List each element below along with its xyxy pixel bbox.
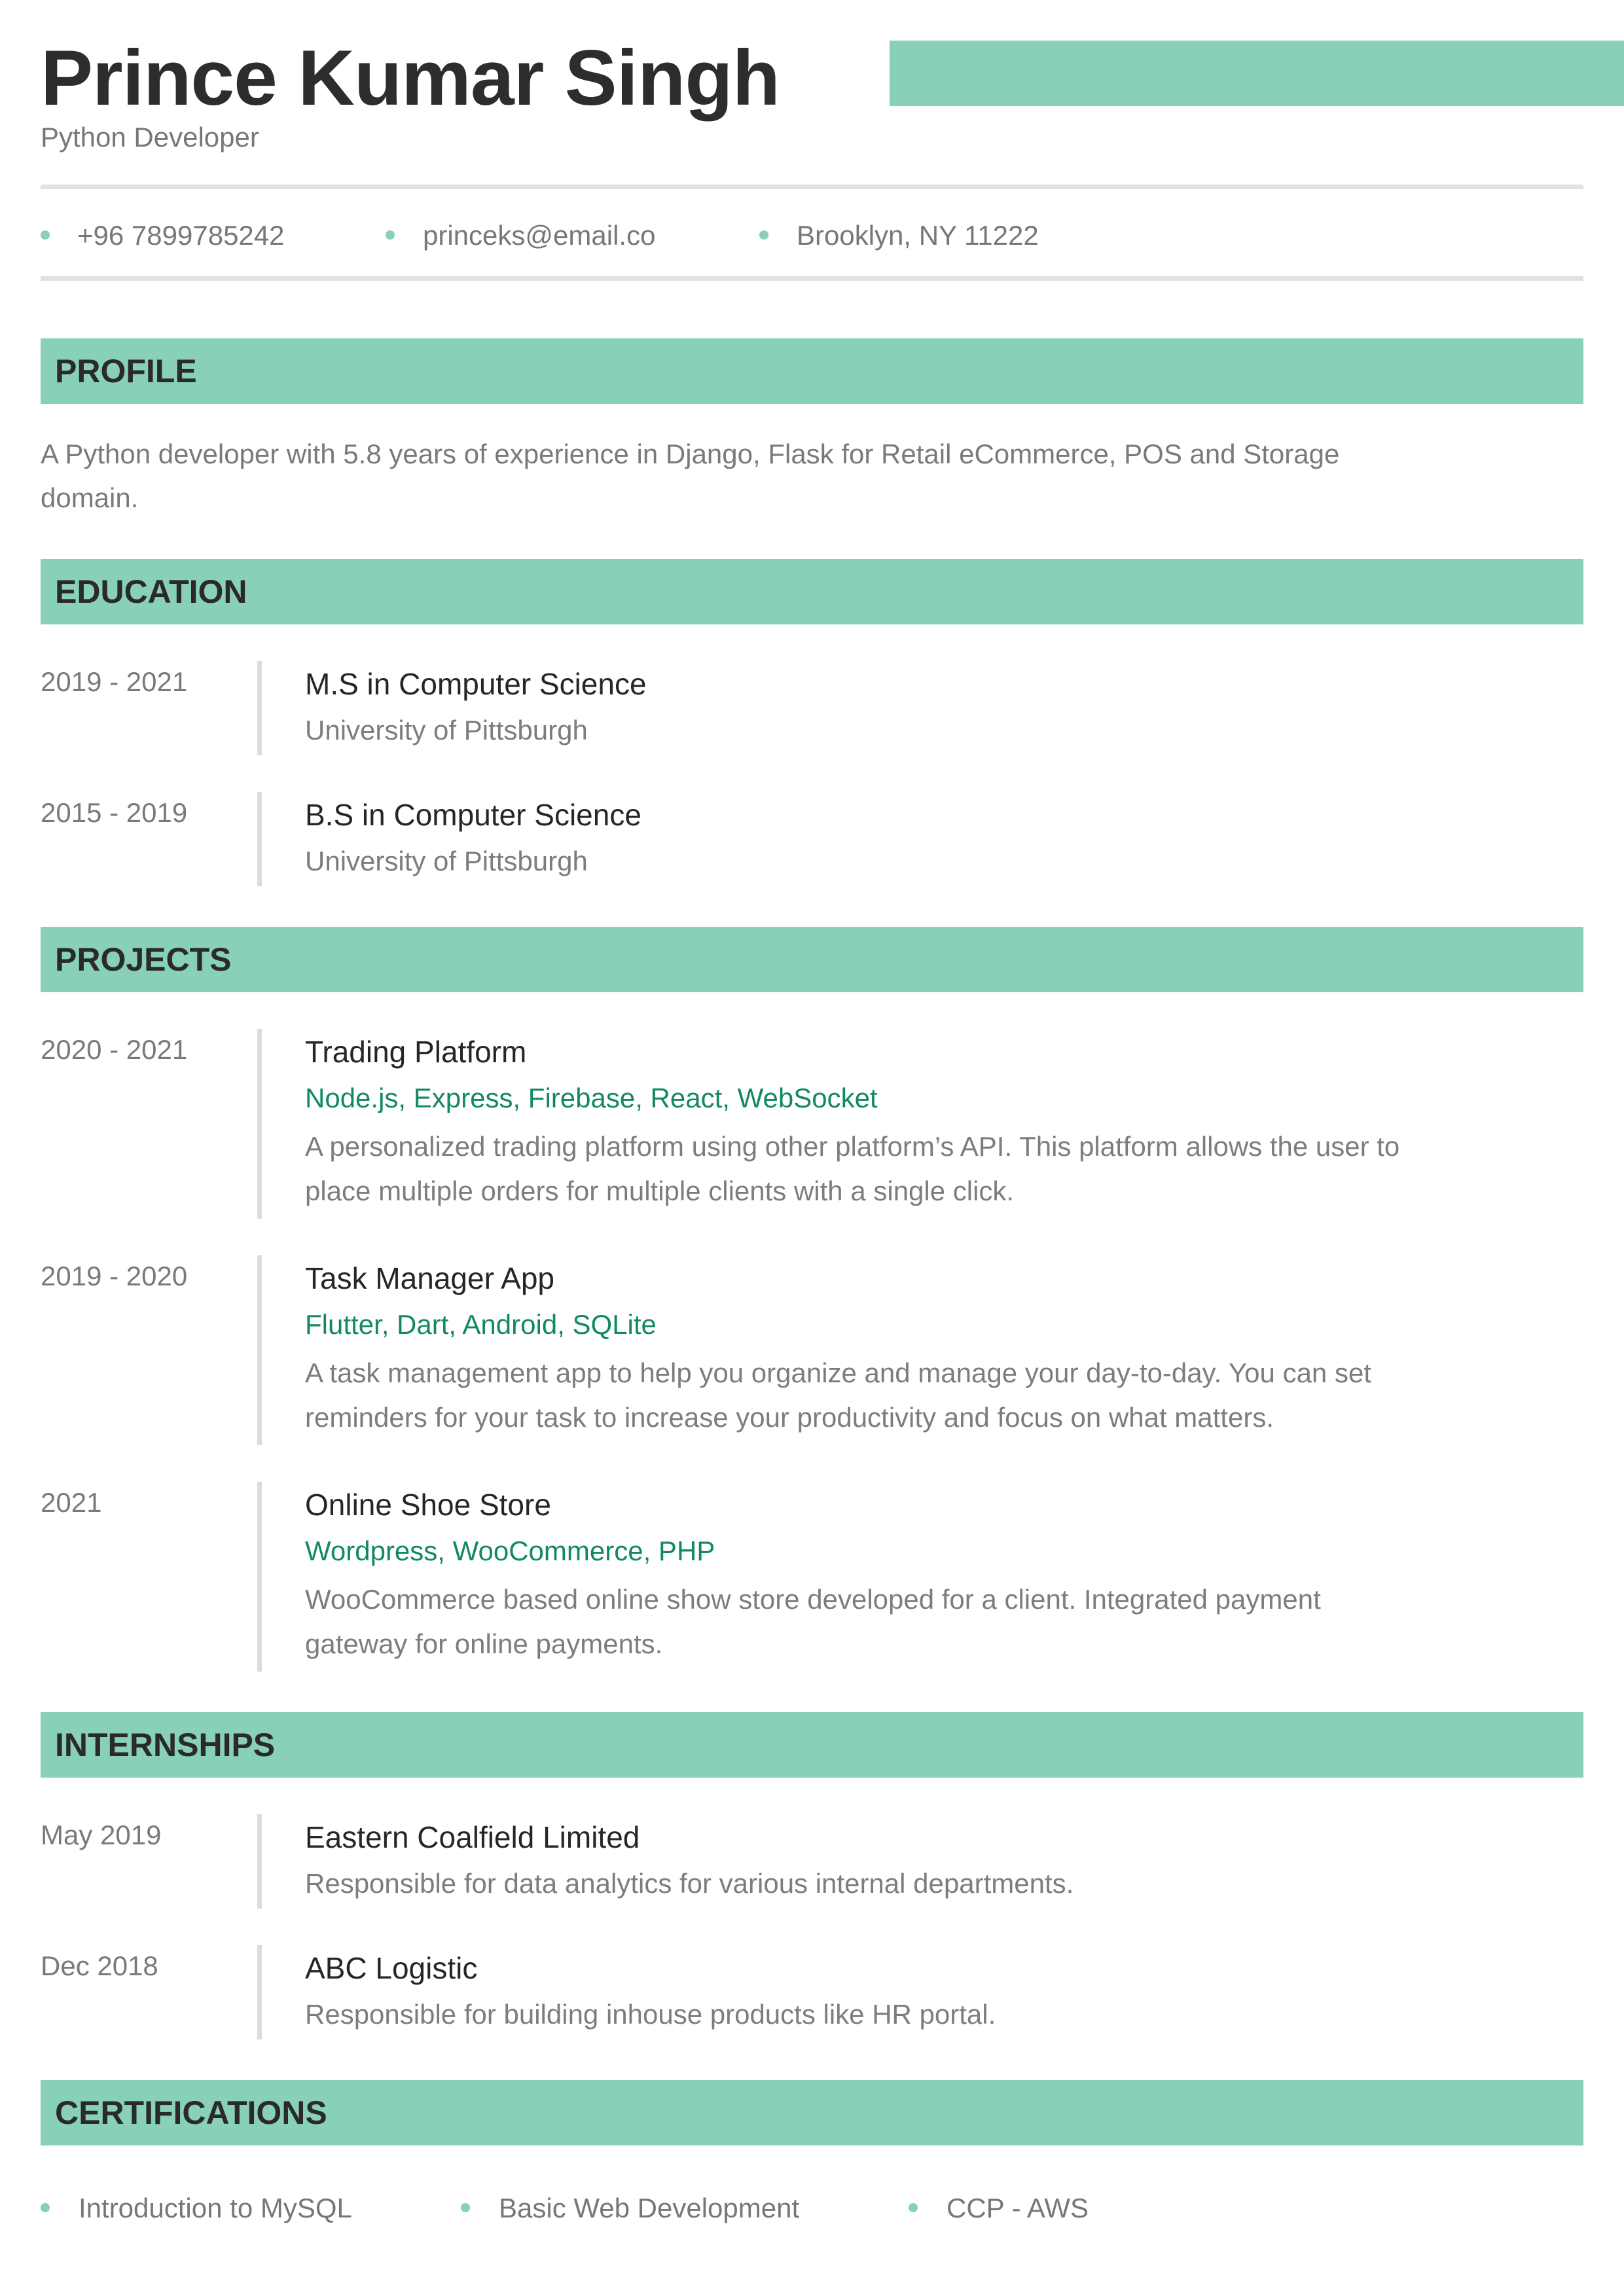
project-title: Task Manager App [305,1261,555,1295]
internship-description: Responsible for data analytics for various internal departments. [305,1868,1074,1899]
school-name: University of Pittsburgh [305,846,588,876]
project-tech-stack: Node.js, Express, Firebase, React, WebSocket [305,1083,878,1113]
contact-address: Brooklyn, NY 11222 [797,220,1039,251]
company-name: Eastern Coalfield Limited [305,1820,640,1854]
project-description: A personalized trading platform using other platform’s API. This platform allows the user to place multiple orders for multiple clients with a single click. [305,1131,1400,1206]
project-title: Online Shoe Store [305,1488,551,1522]
timeline-line [257,1029,262,1219]
section-header-internships [41,1712,1583,1778]
section-header-profile [41,338,1583,404]
bullet-icon [386,230,395,240]
certification-item: Basic Web Development [499,2193,800,2223]
project-tech-stack: Flutter, Dart, Android, SQLite [305,1309,657,1340]
section-title: CERTIFICATIONS [55,2094,327,2131]
internship-description: Responsible for building inhouse products like HR portal. [305,1999,996,2030]
bullet-icon [41,230,50,240]
project-description: WooCommerce based online show store developed for a client. Integrated payment gateway for online payments. [305,1584,1321,1659]
section-title: PROFILE [55,353,197,389]
timeline-line [257,792,262,886]
section-title: PROJECTS [55,941,232,978]
bullet-icon [41,2203,50,2212]
entry-date: May 2019 [41,1820,162,1850]
profile-summary: A Python developer with 5.8 years of experience in Django, Flask for Retail eCommerce, POS and Storage domain. [41,439,1340,513]
section-header-certifications [41,2080,1583,2145]
job-title: Python Developer [41,122,259,152]
degree-title: M.S in Computer Science [305,667,647,701]
company-name: ABC Logistic [305,1951,478,1985]
contact-divider [41,276,1583,281]
certification-item: Introduction to MySQL [79,2193,352,2223]
project-title: Trading Platform [305,1035,527,1069]
section-header-projects [41,927,1583,992]
section-title: INTERNSHIPS [55,1727,276,1763]
bullet-icon [759,230,768,240]
entry-date: 2020 - 2021 [41,1034,188,1065]
bullet-icon [461,2203,470,2212]
entry-date: Dec 2018 [41,1950,158,1981]
project-description: A task management app to help you organize and manage your day-to-day. You can set reminders for your task to increase your productivity and focus on what matters. [305,1357,1371,1433]
timeline-line [257,1482,262,1672]
candidate-name: Prince Kumar Singh [41,34,780,122]
timeline-line [257,661,262,755]
section-header-education [41,559,1583,624]
project-tech-stack: Wordpress, WooCommerce, PHP [305,1535,715,1566]
section-title: EDUCATION [55,573,247,610]
timeline-line [257,1814,262,1909]
timeline-line [257,1255,262,1445]
timeline-line [257,1945,262,2039]
entry-date: 2019 - 2021 [41,666,188,697]
contact-phone: +96 7899785242 [77,220,285,251]
top-divider [41,185,1583,189]
bullet-icon [909,2203,918,2212]
entry-date: 2015 - 2019 [41,797,188,828]
header-accent-bar [890,41,1624,106]
certification-item: CCP - AWS [947,2193,1089,2223]
entry-date: 2019 - 2020 [41,1261,188,1291]
entry-date: 2021 [41,1487,102,1518]
school-name: University of Pittsburgh [305,715,588,745]
contact-email: princeks@email.co [423,220,656,251]
degree-title: B.S in Computer Science [305,798,641,832]
